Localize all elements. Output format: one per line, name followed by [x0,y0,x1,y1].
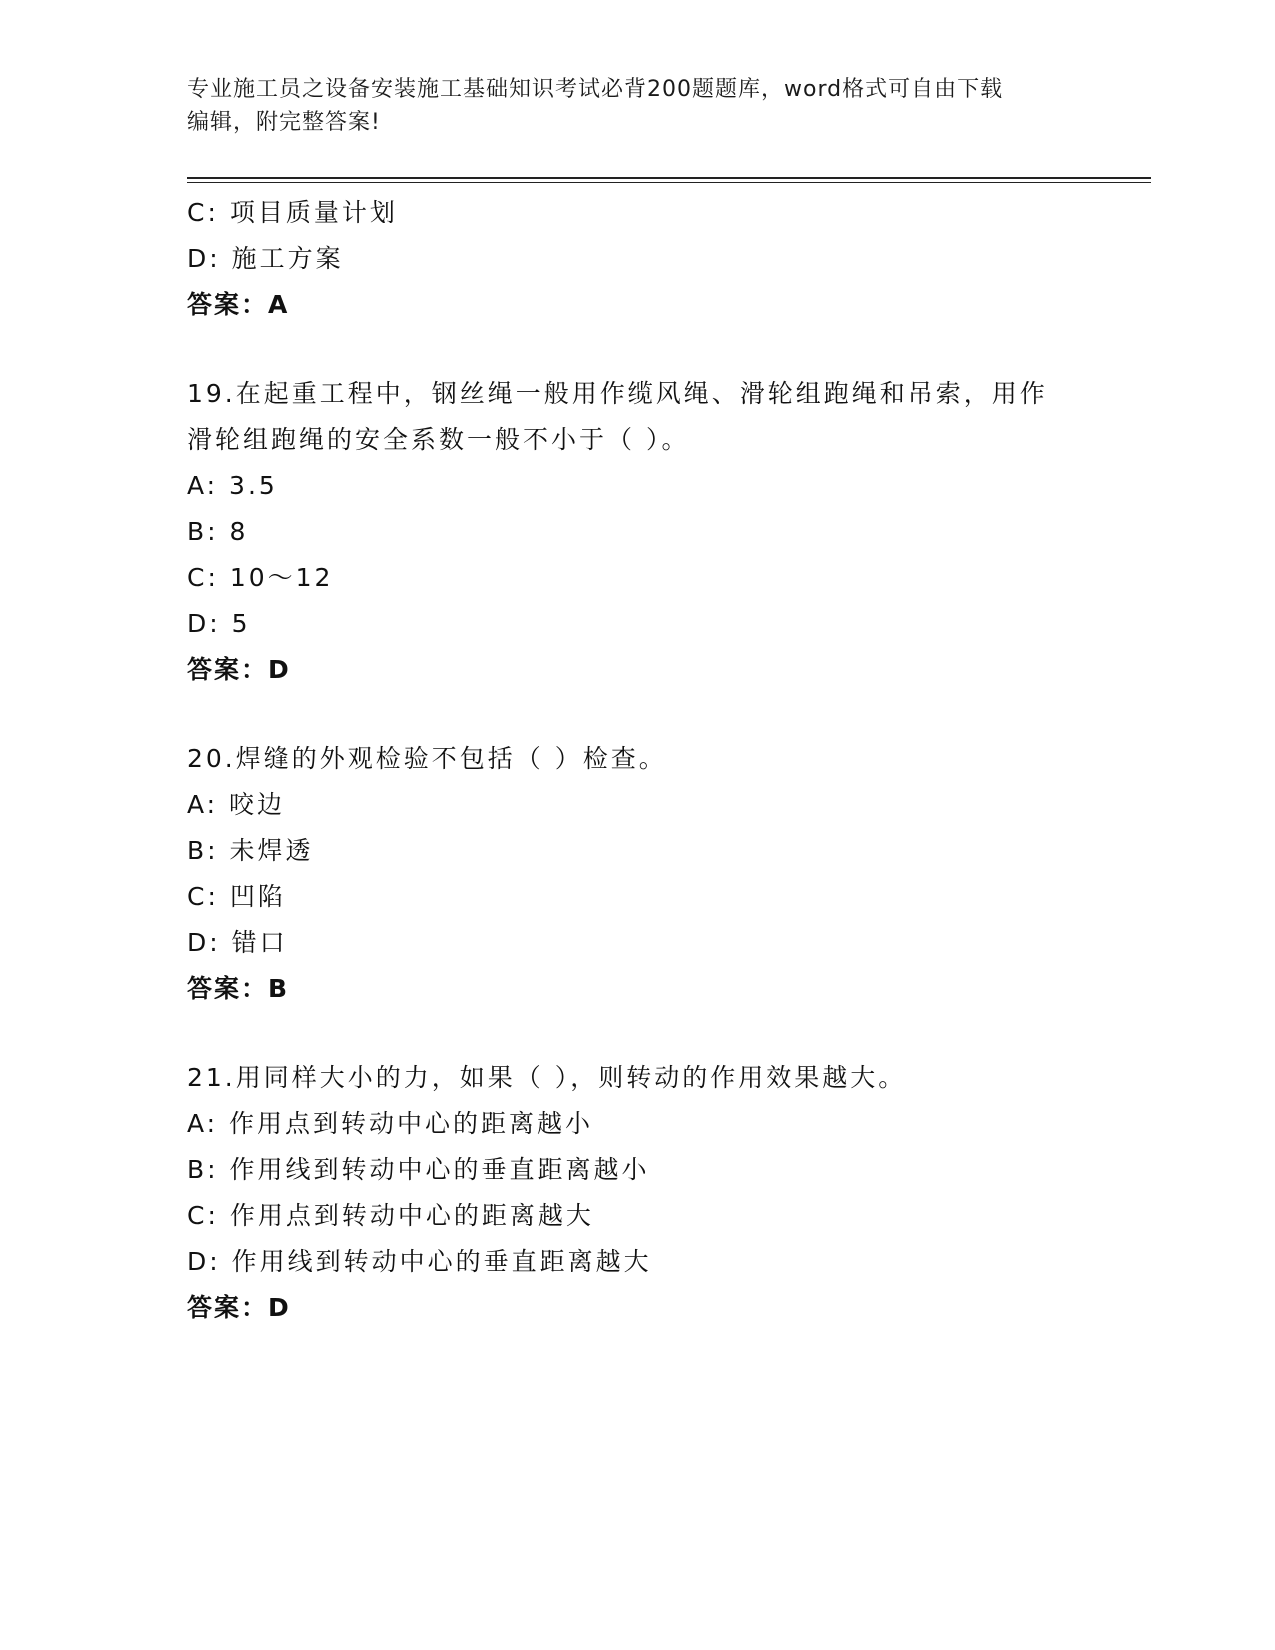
option-text: 作用点到转动中心的距离越大 [229,1201,594,1230]
question-21 [187,1055,1107,1331]
option-a [187,463,1107,509]
option-d [187,236,1107,282]
answer-line: 答案：A [187,290,290,319]
previous-question-tail [187,190,1107,328]
option-c [187,190,1107,236]
answer-line: 答案：D [187,1293,291,1322]
option-b [187,509,1107,555]
question-text-line-2: 滑轮组跑绳的安全系数一般不小于（ ）。 [187,425,690,454]
option-d [187,601,1107,647]
option-label: D: [187,244,221,273]
option-text: 作用线到转动中心的垂直距离越大 [231,1247,652,1276]
option-c [187,555,1107,601]
option-label: C: [187,1201,219,1230]
header-line-2: 编辑，附完整答案! [187,110,381,135]
spacer [187,328,1107,371]
option-text: 项目质量计划 [229,198,398,227]
option-text: 8 [229,517,249,546]
option-label: D: [187,1247,221,1276]
option-label: D: [187,609,221,638]
option-text: 作用线到转动中心的垂直距离越小 [229,1155,650,1184]
option-label: A: [187,471,219,500]
option-text: 作用点到转动中心的距离越小 [229,1109,594,1138]
option-b [187,1147,1107,1193]
option-label: C: [187,198,219,227]
option-d [187,1239,1107,1285]
option-a [187,1101,1107,1147]
option-label: A: [187,790,219,819]
option-label: B: [187,1155,219,1184]
option-text: 咬边 [229,790,286,819]
option-text: 10～12 [229,563,334,592]
question-content [187,190,1107,1331]
option-d [187,920,1107,966]
header-line-1: 专业施工员之设备安装施工基础知识考试必背200题题库，word格式可自由下载 [187,77,1004,102]
spacer [187,693,1107,736]
header-divider-thick [187,177,1151,179]
option-label: D: [187,928,221,957]
document-header [187,73,1067,139]
option-label: B: [187,517,219,546]
question-19 [187,371,1107,693]
option-text: 3.5 [229,471,278,500]
option-text: 未焊透 [229,836,314,865]
option-text: 凹陷 [229,882,286,911]
option-label: C: [187,882,219,911]
option-a [187,782,1107,828]
option-label: C: [187,563,219,592]
question-text-line-1: 21.用同样大小的力，如果（ ），则转动的作用效果越大。 [187,1063,907,1092]
option-b [187,828,1107,874]
option-text: 错口 [231,928,288,957]
header-divider-thin [187,182,1151,183]
spacer [187,1012,1107,1055]
option-c [187,1193,1107,1239]
question-text-line-1: 19.在起重工程中，钢丝绳一般用作缆风绳、滑轮组跑绳和吊索，用作 [187,379,1048,408]
option-c [187,874,1107,920]
option-label: A: [187,1109,219,1138]
option-text: 施工方案 [231,244,344,273]
question-20 [187,736,1107,1012]
answer-line: 答案：B [187,974,290,1003]
option-text: 5 [231,609,251,638]
question-text-line-1: 20.焊缝的外观检验不包括（ ）检查。 [187,744,667,773]
option-label: B: [187,836,219,865]
answer-line: 答案：D [187,655,291,684]
